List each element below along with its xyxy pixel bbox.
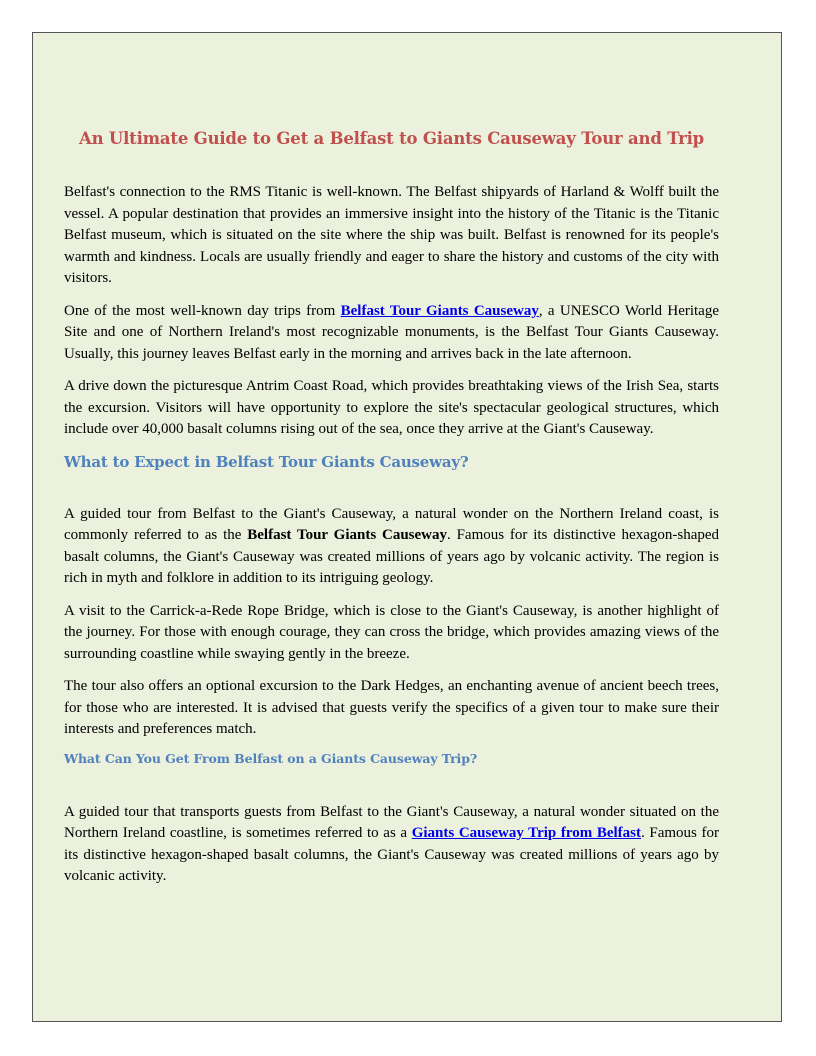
paragraph-day-trips-text-after: , a UNESCO World Heritage Site and one of Northern Ireland's most recognizable monuments, is the Belfast Tour Giants Causeway. Usually, this journey leaves Belfast early in the morning and arrives back in the late afternoon.: [64, 302, 719, 362]
paragraph-rope-bridge: A visit to the Carrick-a-Rede Rope Bridge, which is close to the Giant's Causeway, is another highlight of the journey. For those with enough courage, they can cross the bridge, which provides amazing views of the surrounding coastline while swaying gently in the breeze.: [64, 602, 719, 662]
paragraph-titanic: Belfast's connection to the RMS Titanic is well-known. The Belfast shipyards of Harland & Wolff built the vessel. A popular destination that provides an immersive insight into the history of the Titanic is the Titanic Belfast museum, which is situated on the site where the ship was built. Belfast is renowned for its people's warmth and kindness. Locals are usually friendly and eager to share the history and customs of the city with visitors.: [64, 184, 719, 286]
paragraph-guided-tour-text-after: . Famous for its distinctive hexagon-shaped basalt columns, the Giant's Causeway was created millions of years ago by volcanic activity. The region is rich in myth and folklore in addition to its intriguing geology.: [64, 527, 720, 586]
document-body: [64, 95, 719, 888]
bold-tour-name: Belfast Tour Giants Causeway: [247, 527, 447, 543]
paragraph-trip-from-belfast: [64, 802, 719, 888]
paragraph-day-trips-text-before: One of the most well-known day trips from: [64, 302, 341, 319]
paragraph-guided-tour: [64, 504, 719, 590]
paragraph-day-trips: [64, 301, 719, 366]
document-title: An Ultimate Guide to Get a Belfast to Giants Causeway Tour and Trip: [78, 129, 705, 148]
belfast-tour-giants-causeway-link[interactable]: Belfast Tour Giants Causeway: [340, 302, 539, 319]
paragraph-trip-text-before: A guided tour that transports guests from Belfast to the Giant's Causeway, a natural wonder situated on the Northern Ireland coastline, is sometimes referred to as a: [64, 803, 719, 841]
heading-what-can-you-get: What Can You Get From Belfast on a Giants Causeway Trip?: [64, 750, 478, 766]
heading-what-to-expect: What to Expect in Belfast Tour Giants Causeway?: [64, 452, 469, 471]
giants-causeway-trip-link[interactable]: Giants Causeway Trip from Belfast: [411, 825, 642, 841]
paragraph-coast-road: A drive down the picturesque Antrim Coast Road, which provides breathtaking views of the Irish Sea, starts the excursion. Visitors will have opportunity to explore the site's spectacular geological structures, which include over 40,000 basalt columns rising out of the sea, once they arrive at the Giant's Causeway.: [64, 378, 719, 437]
paragraph-guided-tour-text-before: A guided tour from Belfast to the Giant's Causeway, a natural wonder on the Northern Ireland coast, is commonly referred to as the: [64, 505, 719, 543]
paragraph-dark-hedges: The tour also offers an optional excursion to the Dark Hedges, an enchanting avenue of ancient beech trees, for those who are interested. It is advised that guests verify the specifics of a given tour to make sure their interests and preferences match.: [64, 678, 719, 737]
paragraph-trip-text-after: . Famous for its distinctive hexagon-shaped basalt columns, the Giant's Causeway was created millions of years ago by volcanic activity.: [64, 825, 719, 884]
